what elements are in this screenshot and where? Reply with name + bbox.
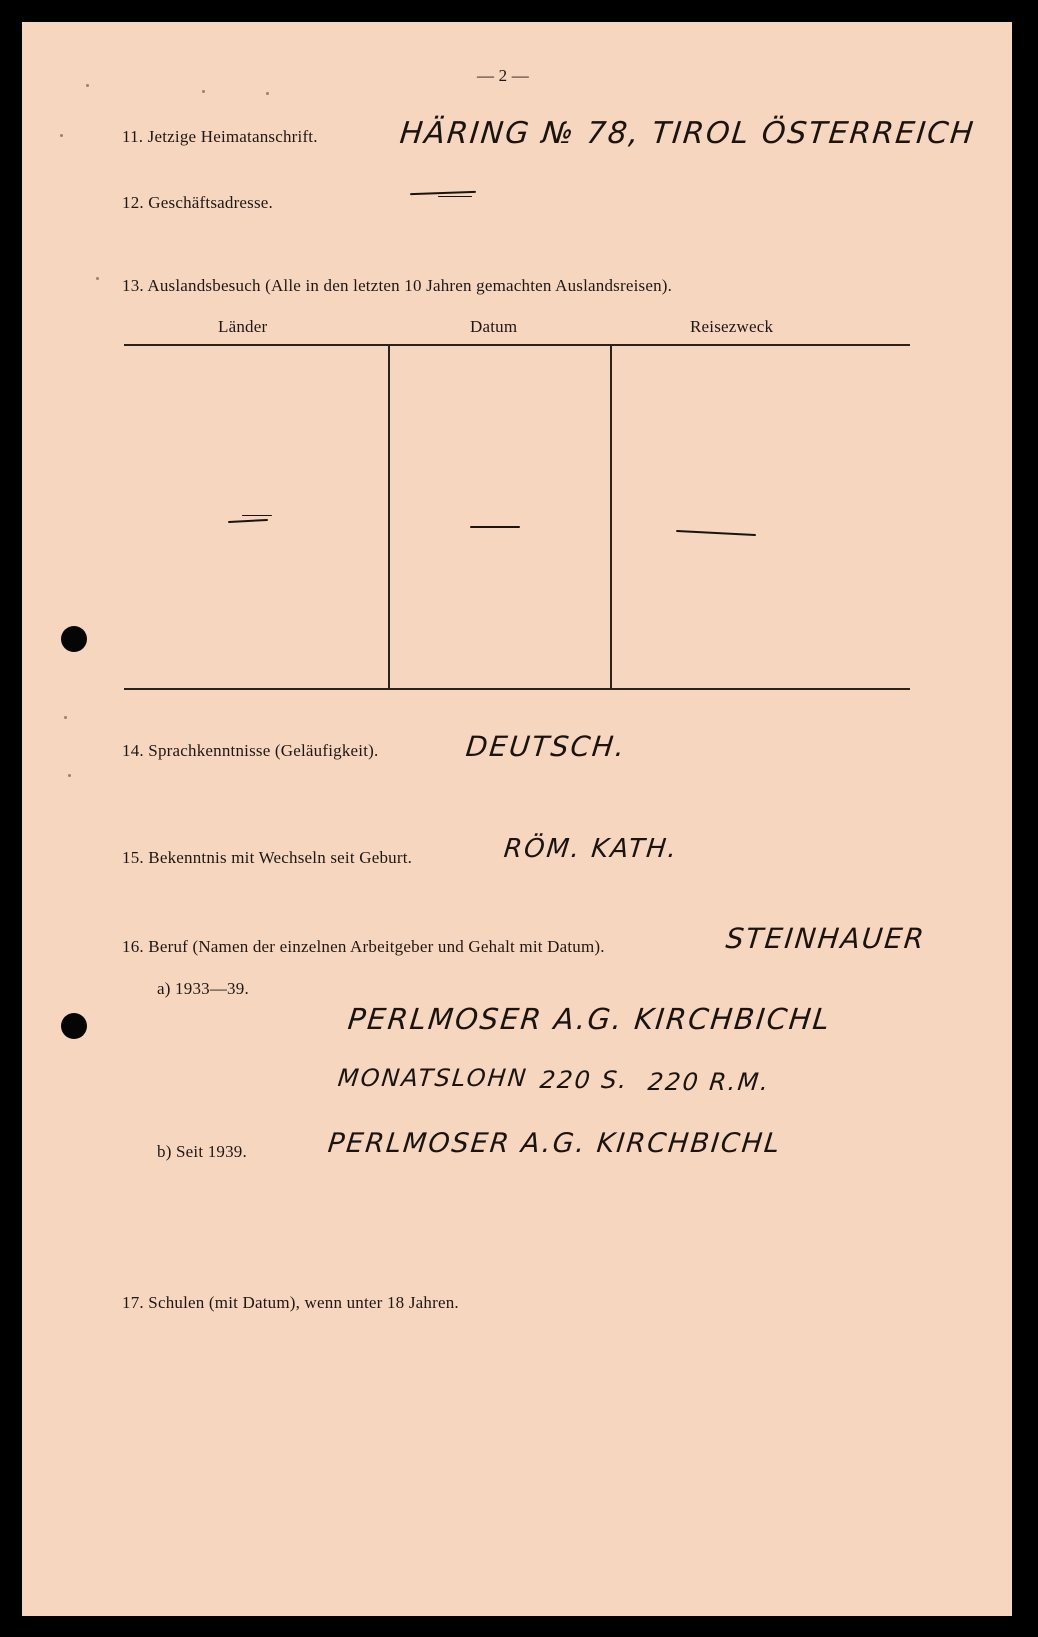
table-divider-2 xyxy=(610,346,612,688)
q12-label: 12. Geschäftsadresse. xyxy=(122,193,274,212)
q11-label: 11. Jetzige Heimatanschrift. xyxy=(122,127,318,146)
q12-blank-dash xyxy=(410,191,476,195)
table-header-reisezweck: Reisezweck xyxy=(690,317,774,336)
reisezweck-blank-dash xyxy=(676,530,756,536)
table-divider-1 xyxy=(388,346,390,688)
q16-handwritten-value: STEINHAUER xyxy=(724,922,928,955)
q16a-employer: PERLMOSER A.G. KIRCHBICHL xyxy=(346,1002,833,1036)
table-bottom-rule xyxy=(124,688,910,690)
q16b-label: b) Seit 1939. xyxy=(157,1142,247,1161)
q12-blank-dash xyxy=(438,196,472,197)
table-top-rule xyxy=(124,344,910,346)
punch-hole-lower xyxy=(61,1013,87,1039)
laender-blank-dash xyxy=(228,519,268,523)
table-header-datum: Datum xyxy=(470,317,518,336)
page-number: — 2 — xyxy=(477,66,529,85)
q15-handwritten-value: RÖM. KATH. xyxy=(502,834,680,864)
paper-speck xyxy=(96,277,99,280)
paper-speck xyxy=(60,134,63,137)
q16a-salary-label: MONATSLOHN xyxy=(336,1064,530,1092)
q13-label: 13. Auslandsbesuch (Alle in den letzten 10 Jahren gemachten Auslandsreisen). xyxy=(122,276,673,295)
laender-blank-dash xyxy=(242,515,272,516)
q11-handwritten-value: HÄRING № 78, TIROL ÖSTERREICH xyxy=(398,116,977,151)
datum-blank-dash xyxy=(470,526,520,528)
paper-speck xyxy=(202,90,205,93)
punch-hole-upper xyxy=(61,626,87,652)
q16a-label: a) 1933—39. xyxy=(157,979,249,998)
table-header-laender: Länder xyxy=(218,317,268,336)
q14-handwritten-value: DEUTSCH. xyxy=(464,730,628,763)
q16b-employer: PERLMOSER A.G. KIRCHBICHL xyxy=(326,1128,783,1159)
q16-label: 16. Beruf (Namen der einzelnen Arbeitgeber und Gehalt mit Datum). xyxy=(122,937,605,956)
q17-label: 17. Schulen (mit Datum), wenn unter 18 Jahren. xyxy=(122,1293,459,1312)
paper-speck xyxy=(266,92,269,95)
q15-label: 15. Bekenntnis mit Wechseln seit Geburt. xyxy=(122,848,413,867)
paper-speck xyxy=(86,84,89,87)
q14-label: 14. Sprachkenntnisse (Geläufigkeit). xyxy=(122,741,379,760)
form-page xyxy=(22,22,1012,1616)
q16a-salary-schilling: 220 S. xyxy=(538,1066,630,1094)
paper-speck xyxy=(68,774,71,777)
q16a-salary-reichsmark: 220 R.M. xyxy=(646,1068,772,1096)
paper-speck xyxy=(64,716,67,719)
